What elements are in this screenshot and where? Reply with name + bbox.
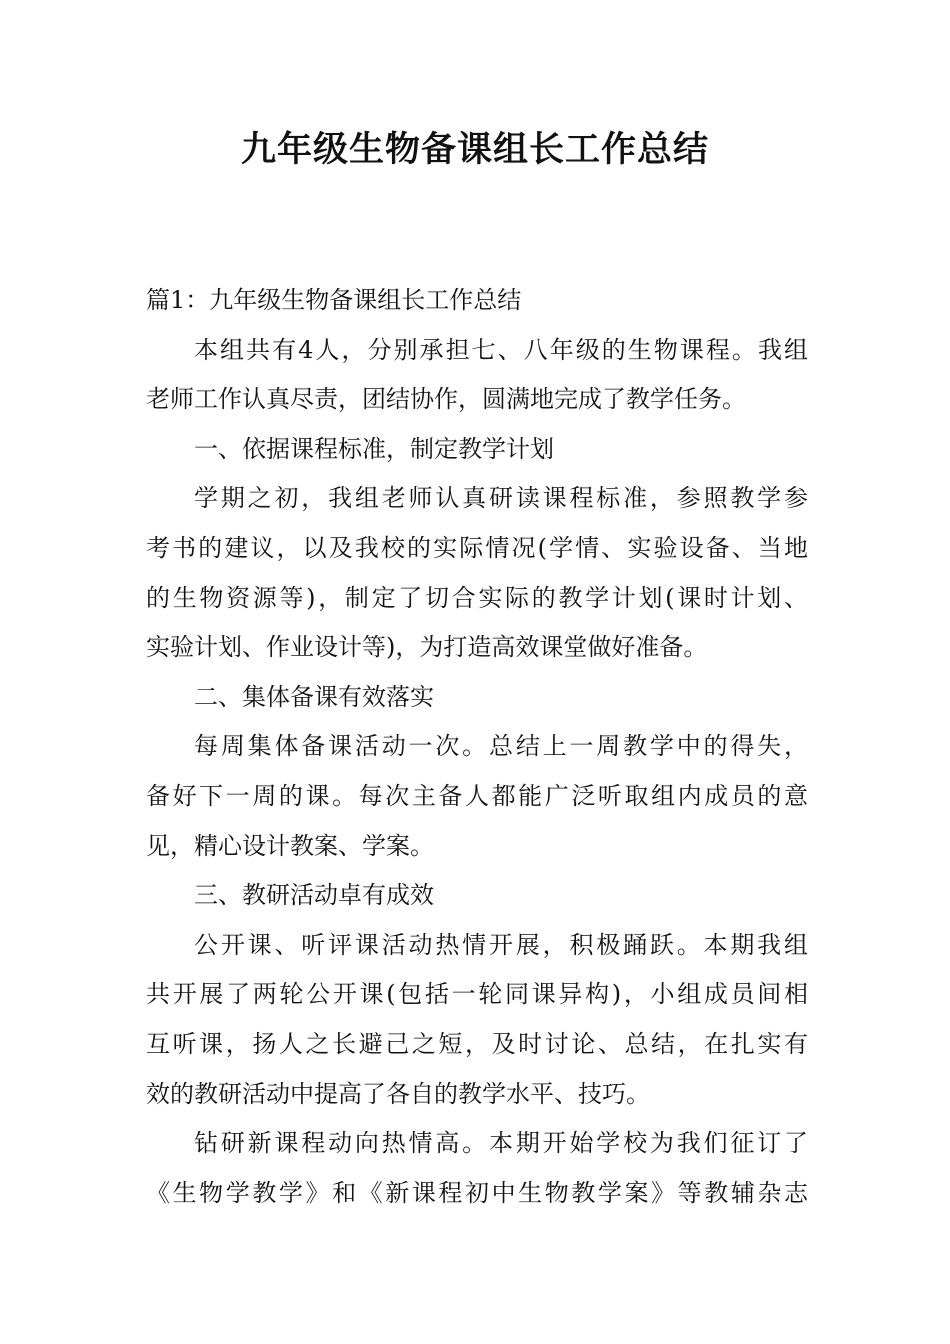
text-line: 三、教研活动卓有成效: [194, 881, 434, 910]
text-line: 效的教研活动中提高了各自的教学水平、技巧。: [146, 1079, 650, 1108]
text-line: 老师工作认真尽责，团结协作，圆满地完成了教学任务。: [146, 385, 746, 414]
text-line: 备好下一周的课。每次主备人都能广泛听取组内成员的意: [146, 781, 808, 810]
document-title: 九年级生物备课组长工作总结: [240, 129, 709, 170]
text-line: 考书的建议，以及我校的实际情况(学情、实验设备、当地: [146, 533, 808, 562]
document-body: [146, 276, 808, 1218]
text-line: 《生物学教学》和《新课程初中生物教学案》等教辅杂志: [146, 1178, 808, 1207]
text-line: 本组共有4人，分别承担七、八年级的生物课程。我组: [194, 335, 808, 364]
text-line: 篇1：九年级生物备课组长工作总结: [146, 286, 522, 314]
text-line: 二、集体备课有效落实: [194, 682, 434, 711]
text-line: 实验计划、作业设计等)，为打造高效课堂做好准备。: [146, 633, 708, 662]
text-line: 公开课、听评课活动热情开展，积极踊跃。本期我组: [194, 930, 808, 959]
text-line: 互听课，扬人之长避己之短，及时讨论、总结，在扎实有: [146, 1029, 808, 1058]
text-line: 每周集体备课活动一次。总结上一周教学中的得失，: [194, 732, 808, 761]
text-line: 学期之初，我组老师认真研读课程标准，参照教学参: [194, 484, 808, 513]
text-line: 共开展了两轮公开课(包括一轮同课异构)，小组成员间相: [146, 980, 808, 1009]
text-line: 一、依据课程标准，制定教学计划: [194, 434, 554, 463]
text-line: 见，精心设计教案、学案。: [146, 831, 434, 860]
text-line: 的生物资源等)，制定了切合实际的教学计划(课时计划、: [146, 583, 808, 612]
text-line: 钻研新课程动向热情高。本期开始学校为我们征订了: [194, 1129, 808, 1158]
